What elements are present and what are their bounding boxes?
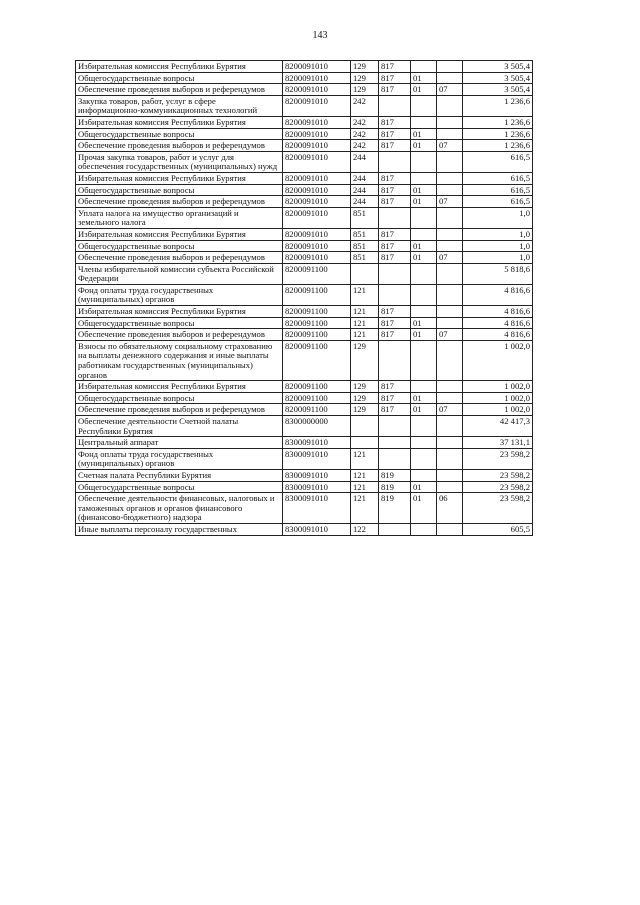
amount-cell: 1,0 [463, 228, 533, 240]
section-code-cell [411, 437, 437, 449]
amount-cell: 23 598,2 [463, 493, 533, 524]
section-code-cell [411, 263, 437, 284]
subsection-code-cell [437, 240, 463, 252]
administrator-code-cell: 819 [379, 469, 411, 481]
table-row [76, 128, 533, 140]
expense-type-code-cell: 129 [351, 381, 379, 393]
table-row [76, 240, 533, 252]
amount-cell: 1 236,6 [463, 116, 533, 128]
administrator-code-cell: 817 [379, 172, 411, 184]
expense-type-code-cell: 851 [351, 252, 379, 264]
amount-cell: 616,5 [463, 172, 533, 184]
target-article-code-cell: 8300091010 [283, 481, 351, 493]
expense-type-code-cell: 242 [351, 128, 379, 140]
table-row [76, 392, 533, 404]
amount-cell: 1 236,6 [463, 128, 533, 140]
administrator-code-cell [379, 416, 411, 437]
table-row [76, 172, 533, 184]
target-article-code-cell: 8200091100 [283, 340, 351, 380]
target-article-code-cell: 8200091010 [283, 228, 351, 240]
expense-type-code-cell: 121 [351, 469, 379, 481]
section-code-cell [411, 228, 437, 240]
target-article-code-cell: 8200091100 [283, 284, 351, 305]
amount-cell: 1,0 [463, 240, 533, 252]
item-name-cell: Общегосударственные вопросы [76, 240, 283, 252]
subsection-code-cell [437, 72, 463, 84]
administrator-code-cell [379, 340, 411, 380]
item-name-cell: Общегосударственные вопросы [76, 128, 283, 140]
target-article-code-cell: 8200091100 [283, 317, 351, 329]
amount-cell: 1,0 [463, 252, 533, 264]
target-article-code-cell: 8200091010 [283, 95, 351, 116]
expense-type-code-cell [351, 437, 379, 449]
subsection-code-cell: 07 [437, 404, 463, 416]
administrator-code-cell [379, 437, 411, 449]
expense-type-code-cell: 244 [351, 151, 379, 172]
subsection-code-cell: 07 [437, 329, 463, 341]
item-name-cell: Фонд оплаты труда государственных (муниципальных) органов [76, 284, 283, 305]
amount-cell: 42 417,3 [463, 416, 533, 437]
section-code-cell: 01 [411, 240, 437, 252]
expense-type-code-cell: 242 [351, 116, 379, 128]
administrator-code-cell: 819 [379, 493, 411, 524]
item-name-cell: Обеспечение проведения выборов и референдумов [76, 252, 283, 264]
subsection-code-cell [437, 172, 463, 184]
administrator-code-cell [379, 207, 411, 228]
subsection-code-cell [437, 95, 463, 116]
section-code-cell [411, 284, 437, 305]
table-row [76, 263, 533, 284]
amount-cell: 5 818,6 [463, 263, 533, 284]
target-article-code-cell: 8200091100 [283, 306, 351, 318]
target-article-code-cell: 8200091010 [283, 196, 351, 208]
table-row [76, 329, 533, 341]
target-article-code-cell: 8200091100 [283, 392, 351, 404]
expense-type-code-cell: 121 [351, 284, 379, 305]
target-article-code-cell: 8200091010 [283, 151, 351, 172]
item-name-cell: Счетная палата Республики Бурятия [76, 469, 283, 481]
amount-cell: 3 505,4 [463, 84, 533, 96]
amount-cell: 23 598,2 [463, 469, 533, 481]
table-row [76, 381, 533, 393]
table-row [76, 284, 533, 305]
item-name-cell: Обеспечение проведения выборов и референдумов [76, 404, 283, 416]
administrator-code-cell: 817 [379, 84, 411, 96]
administrator-code-cell: 817 [379, 404, 411, 416]
amount-cell: 3 505,4 [463, 72, 533, 84]
target-article-code-cell: 8200091010 [283, 116, 351, 128]
budget-table [75, 60, 533, 536]
table-body [76, 61, 533, 536]
administrator-code-cell: 817 [379, 392, 411, 404]
table-row [76, 116, 533, 128]
section-code-cell [411, 448, 437, 469]
target-article-code-cell: 8300091010 [283, 493, 351, 524]
subsection-code-cell [437, 228, 463, 240]
expense-type-code-cell: 121 [351, 493, 379, 524]
table-row [76, 306, 533, 318]
item-name-cell: Фонд оплаты труда государственных (муниципальных) органов [76, 448, 283, 469]
amount-cell: 23 598,2 [463, 448, 533, 469]
section-code-cell: 01 [411, 481, 437, 493]
expense-type-code-cell: 121 [351, 448, 379, 469]
subsection-code-cell [437, 151, 463, 172]
target-article-code-cell: 8200091010 [283, 240, 351, 252]
amount-cell: 1,0 [463, 207, 533, 228]
section-code-cell: 01 [411, 329, 437, 341]
amount-cell: 1 002,0 [463, 392, 533, 404]
item-name-cell: Члены избирательной комиссии субъекта Российской Федерации [76, 263, 283, 284]
amount-cell: 4 816,6 [463, 317, 533, 329]
administrator-code-cell: 817 [379, 329, 411, 341]
section-code-cell [411, 306, 437, 318]
expense-type-code-cell: 851 [351, 228, 379, 240]
section-code-cell [411, 61, 437, 73]
item-name-cell: Обеспечение деятельности Счетной палаты Республики Бурятия [76, 416, 283, 437]
table-row [76, 207, 533, 228]
subsection-code-cell: 06 [437, 493, 463, 524]
section-code-cell: 01 [411, 128, 437, 140]
section-code-cell: 01 [411, 404, 437, 416]
target-article-code-cell: 8200091010 [283, 61, 351, 73]
item-name-cell: Избирательная комиссия Республики Бурятия [76, 381, 283, 393]
amount-cell: 1 236,6 [463, 140, 533, 152]
table-row [76, 416, 533, 437]
target-article-code-cell: 8300091010 [283, 523, 351, 535]
target-article-code-cell: 8200091010 [283, 84, 351, 96]
amount-cell: 616,5 [463, 196, 533, 208]
expense-type-code-cell: 121 [351, 306, 379, 318]
section-code-cell [411, 95, 437, 116]
amount-cell: 616,5 [463, 184, 533, 196]
table-row [76, 523, 533, 535]
expense-type-code-cell: 242 [351, 140, 379, 152]
target-article-code-cell: 8200091010 [283, 207, 351, 228]
expense-type-code-cell: 244 [351, 196, 379, 208]
amount-cell: 1 002,0 [463, 404, 533, 416]
subsection-code-cell [437, 416, 463, 437]
expense-type-code-cell [351, 263, 379, 284]
expense-type-code-cell: 244 [351, 172, 379, 184]
expense-type-code-cell: 244 [351, 184, 379, 196]
target-article-code-cell: 8200091100 [283, 381, 351, 393]
item-name-cell: Прочая закупка товаров, работ и услуг для обеспечения государственных (муниципальных) нужд [76, 151, 283, 172]
administrator-code-cell: 819 [379, 481, 411, 493]
administrator-code-cell: 817 [379, 184, 411, 196]
subsection-code-cell [437, 207, 463, 228]
administrator-code-cell: 817 [379, 61, 411, 73]
table-row [76, 481, 533, 493]
subsection-code-cell [437, 481, 463, 493]
table-row [76, 493, 533, 524]
administrator-code-cell: 817 [379, 252, 411, 264]
amount-cell: 3 505,4 [463, 61, 533, 73]
table-row [76, 140, 533, 152]
administrator-code-cell [379, 448, 411, 469]
table-row [76, 404, 533, 416]
section-code-cell [411, 469, 437, 481]
item-name-cell: Взносы по обязательному социальному страхованию на выплаты денежного содержания и иные выплаты работникам государственных (муниципальных) органов [76, 340, 283, 380]
expense-type-code-cell: 242 [351, 95, 379, 116]
target-article-code-cell: 8300091010 [283, 437, 351, 449]
expense-type-code-cell [351, 416, 379, 437]
subsection-code-cell: 07 [437, 196, 463, 208]
subsection-code-cell: 07 [437, 140, 463, 152]
administrator-code-cell: 817 [379, 240, 411, 252]
administrator-code-cell: 817 [379, 196, 411, 208]
expense-type-code-cell: 129 [351, 340, 379, 380]
table-row [76, 317, 533, 329]
administrator-code-cell: 817 [379, 381, 411, 393]
administrator-code-cell [379, 523, 411, 535]
table-row [76, 72, 533, 84]
subsection-code-cell [437, 306, 463, 318]
amount-cell: 605,5 [463, 523, 533, 535]
administrator-code-cell: 817 [379, 72, 411, 84]
section-code-cell: 01 [411, 140, 437, 152]
table-row [76, 151, 533, 172]
target-article-code-cell: 8200091010 [283, 252, 351, 264]
item-name-cell: Общегосударственные вопросы [76, 72, 283, 84]
section-code-cell [411, 172, 437, 184]
target-article-code-cell: 8200091010 [283, 128, 351, 140]
subsection-code-cell [437, 284, 463, 305]
table-row [76, 340, 533, 380]
item-name-cell: Закупка товаров, работ, услуг в сфере информационно-коммуникационных технологий [76, 95, 283, 116]
target-article-code-cell: 8300000000 [283, 416, 351, 437]
item-name-cell: Центральный аппарат [76, 437, 283, 449]
item-name-cell: Обеспечение проведения выборов и референдумов [76, 84, 283, 96]
item-name-cell: Иные выплаты персоналу государственных [76, 523, 283, 535]
table-row [76, 84, 533, 96]
subsection-code-cell [437, 437, 463, 449]
administrator-code-cell [379, 263, 411, 284]
target-article-code-cell: 8200091010 [283, 172, 351, 184]
section-code-cell [411, 416, 437, 437]
amount-cell: 23 598,2 [463, 481, 533, 493]
expense-type-code-cell: 121 [351, 481, 379, 493]
subsection-code-cell [437, 263, 463, 284]
item-name-cell: Общегосударственные вопросы [76, 392, 283, 404]
administrator-code-cell: 817 [379, 128, 411, 140]
subsection-code-cell [437, 61, 463, 73]
subsection-code-cell: 07 [437, 252, 463, 264]
administrator-code-cell: 817 [379, 140, 411, 152]
item-name-cell: Обеспечение проведения выборов и референдумов [76, 329, 283, 341]
expense-type-code-cell: 851 [351, 240, 379, 252]
target-article-code-cell: 8200091010 [283, 184, 351, 196]
expense-type-code-cell: 129 [351, 392, 379, 404]
target-article-code-cell: 8200091100 [283, 404, 351, 416]
administrator-code-cell: 817 [379, 306, 411, 318]
section-code-cell [411, 340, 437, 380]
section-code-cell [411, 116, 437, 128]
page-number: 143 [312, 30, 328, 41]
item-name-cell: Уплата налога на имущество организаций и земельного налога [76, 207, 283, 228]
table-row [76, 184, 533, 196]
item-name-cell: Общегосударственные вопросы [76, 317, 283, 329]
administrator-code-cell [379, 151, 411, 172]
expense-type-code-cell: 121 [351, 317, 379, 329]
target-article-code-cell: 8200091100 [283, 329, 351, 341]
target-article-code-cell: 8200091100 [283, 263, 351, 284]
expense-type-code-cell: 121 [351, 329, 379, 341]
subsection-code-cell: 07 [437, 84, 463, 96]
section-code-cell: 01 [411, 317, 437, 329]
subsection-code-cell [437, 469, 463, 481]
item-name-cell: Обеспечение проведения выборов и референдумов [76, 140, 283, 152]
amount-cell: 4 816,6 [463, 306, 533, 318]
administrator-code-cell [379, 284, 411, 305]
amount-cell: 4 816,6 [463, 329, 533, 341]
section-code-cell: 01 [411, 252, 437, 264]
item-name-cell: Обеспечение деятельности финансовых, налоговых и таможенных органов и органов финансового (финансово-бюджетного) надзора [76, 493, 283, 524]
subsection-code-cell [437, 128, 463, 140]
amount-cell: 1 002,0 [463, 381, 533, 393]
subsection-code-cell [437, 116, 463, 128]
administrator-code-cell: 817 [379, 228, 411, 240]
amount-cell: 37 131,1 [463, 437, 533, 449]
item-name-cell: Избирательная комиссия Республики Бурятия [76, 116, 283, 128]
item-name-cell: Обеспечение проведения выборов и референдумов [76, 196, 283, 208]
expense-type-code-cell: 129 [351, 84, 379, 96]
target-article-code-cell: 8300091010 [283, 448, 351, 469]
subsection-code-cell [437, 184, 463, 196]
table-row [76, 61, 533, 73]
expense-type-code-cell: 129 [351, 61, 379, 73]
expense-type-code-cell: 122 [351, 523, 379, 535]
expense-type-code-cell: 129 [351, 404, 379, 416]
target-article-code-cell: 8200091010 [283, 140, 351, 152]
section-code-cell [411, 381, 437, 393]
amount-cell: 4 816,6 [463, 284, 533, 305]
item-name-cell: Общегосударственные вопросы [76, 481, 283, 493]
target-article-code-cell: 8200091010 [283, 72, 351, 84]
table-row [76, 228, 533, 240]
administrator-code-cell: 817 [379, 116, 411, 128]
target-article-code-cell: 8300091010 [283, 469, 351, 481]
section-code-cell: 01 [411, 196, 437, 208]
subsection-code-cell [437, 523, 463, 535]
item-name-cell: Избирательная комиссия Республики Бурятия [76, 61, 283, 73]
administrator-code-cell: 817 [379, 317, 411, 329]
table-row [76, 448, 533, 469]
amount-cell: 1 002,0 [463, 340, 533, 380]
amount-cell: 616,5 [463, 151, 533, 172]
amount-cell: 1 236,6 [463, 95, 533, 116]
subsection-code-cell [437, 340, 463, 380]
item-name-cell: Общегосударственные вопросы [76, 184, 283, 196]
administrator-code-cell [379, 95, 411, 116]
section-code-cell [411, 207, 437, 228]
expense-type-code-cell: 129 [351, 72, 379, 84]
item-name-cell: Избирательная комиссия Республики Бурятия [76, 172, 283, 184]
table-row [76, 252, 533, 264]
subsection-code-cell [437, 448, 463, 469]
section-code-cell: 01 [411, 493, 437, 524]
table-row [76, 95, 533, 116]
item-name-cell: Избирательная комиссия Республики Бурятия [76, 228, 283, 240]
item-name-cell: Избирательная комиссия Республики Бурятия [76, 306, 283, 318]
section-code-cell: 01 [411, 84, 437, 96]
subsection-code-cell [437, 317, 463, 329]
expense-type-code-cell: 851 [351, 207, 379, 228]
table-row [76, 469, 533, 481]
section-code-cell: 01 [411, 72, 437, 84]
subsection-code-cell [437, 392, 463, 404]
section-code-cell [411, 151, 437, 172]
section-code-cell: 01 [411, 184, 437, 196]
table-row [76, 196, 533, 208]
table-row [76, 437, 533, 449]
subsection-code-cell [437, 381, 463, 393]
section-code-cell: 01 [411, 392, 437, 404]
section-code-cell [411, 523, 437, 535]
